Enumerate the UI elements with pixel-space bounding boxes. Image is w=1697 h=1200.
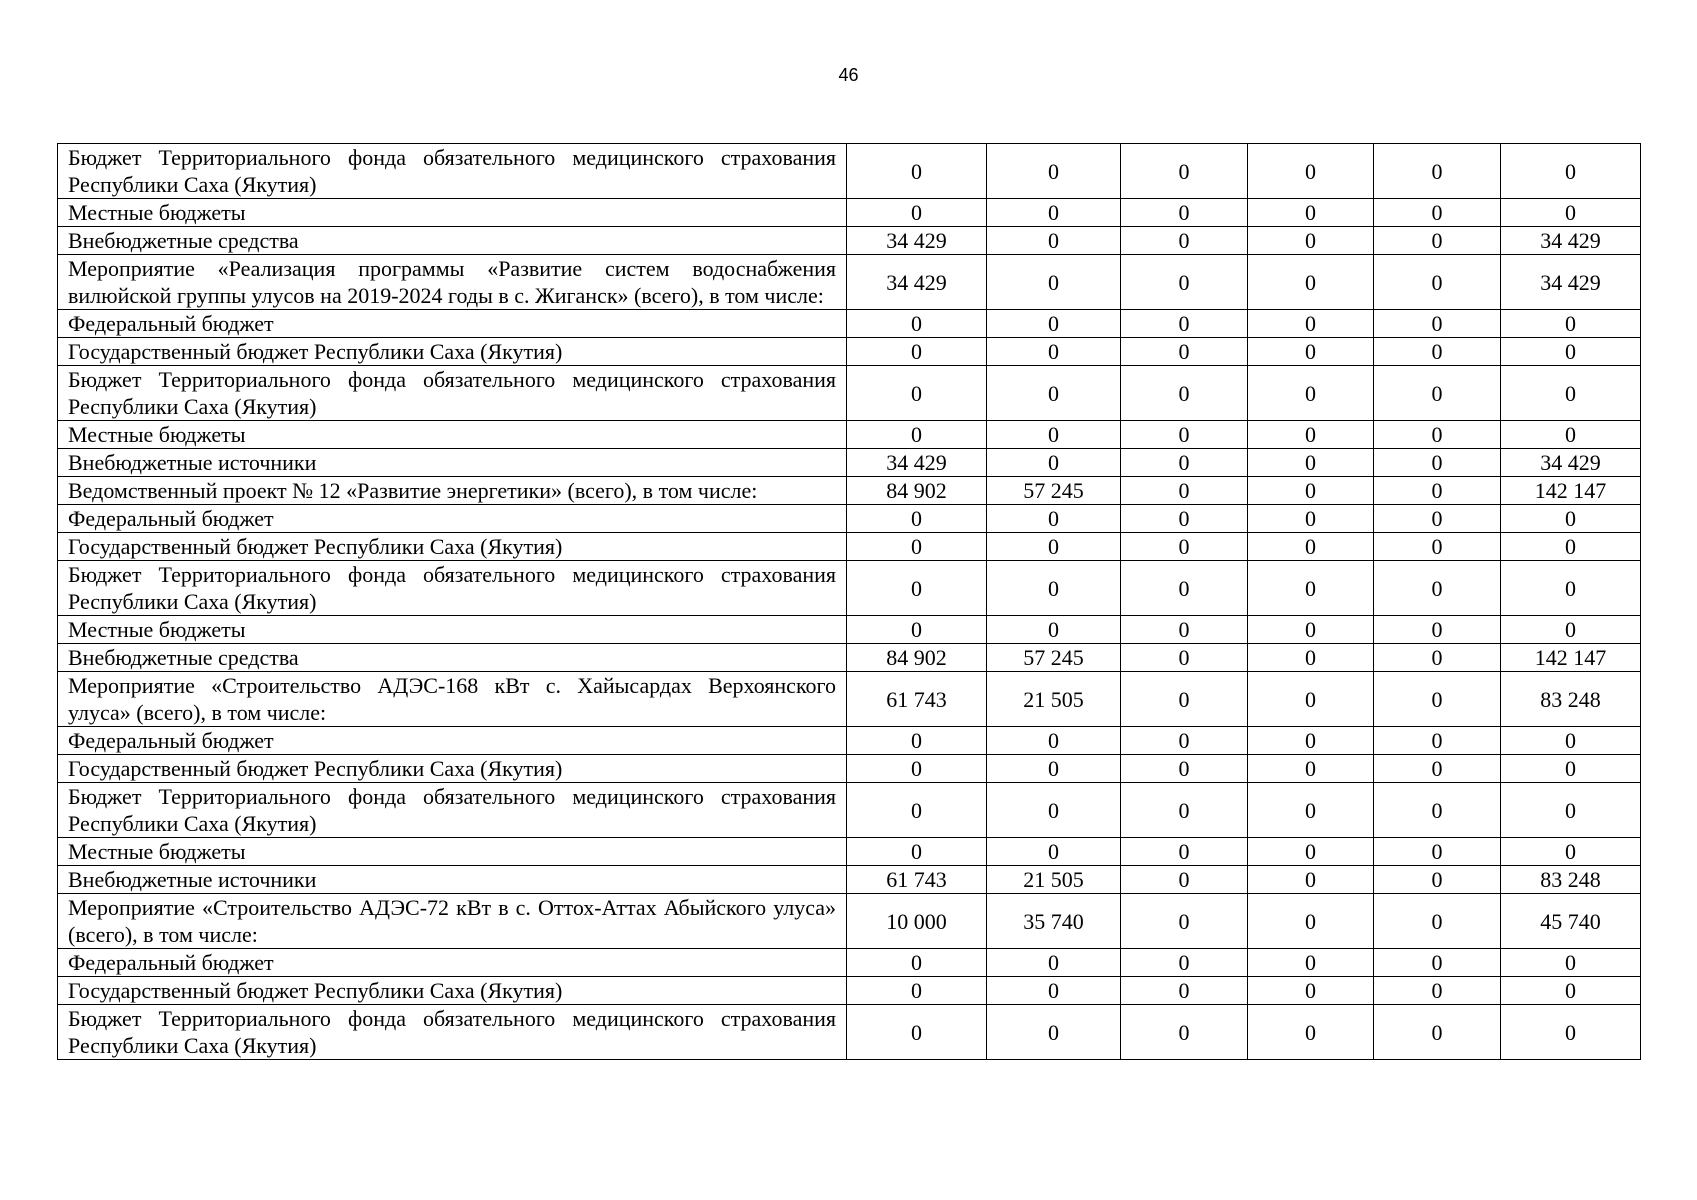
value-cell: 0 — [1374, 533, 1501, 561]
value-cell: 0 — [1248, 255, 1374, 310]
value-cell: 0 — [987, 949, 1121, 977]
value-cell: 0 — [1121, 1005, 1248, 1060]
table-row — [58, 1005, 1641, 1060]
value-cell: 0 — [1121, 644, 1248, 672]
row-label-cell: Мероприятие «Реализация программы «Развитие систем водоснабжения вилюйской группы улусов на 2019-2024 годы в с. Жиганск» (всего), в том числе: — [58, 255, 847, 310]
row-label-cell: Государственный бюджет Республики Саха (Якутия) — [58, 755, 847, 783]
table-row — [58, 727, 1641, 755]
value-cell: 0 — [1374, 477, 1501, 505]
value-cell: 0 — [1121, 227, 1248, 255]
value-cell: 0 — [987, 449, 1121, 477]
value-cell: 0 — [847, 505, 987, 533]
table-row — [58, 227, 1641, 255]
value-cell: 0 — [987, 1005, 1121, 1060]
value-cell: 0 — [1374, 838, 1501, 866]
row-label-cell: Федеральный бюджет — [58, 727, 847, 755]
value-cell: 0 — [1121, 561, 1248, 616]
table-row — [58, 505, 1641, 533]
value-cell: 0 — [1501, 505, 1641, 533]
value-cell: 0 — [987, 366, 1121, 421]
row-label-cell: Внебюджетные источники — [58, 449, 847, 477]
value-cell: 0 — [1501, 310, 1641, 338]
table-row — [58, 755, 1641, 783]
value-cell: 0 — [1501, 977, 1641, 1005]
value-cell: 0 — [1501, 755, 1641, 783]
value-cell: 0 — [1121, 310, 1248, 338]
value-cell: 0 — [1501, 616, 1641, 644]
value-cell: 0 — [1248, 977, 1374, 1005]
value-cell: 0 — [1121, 616, 1248, 644]
row-label-cell: Федеральный бюджет — [58, 505, 847, 533]
value-cell: 0 — [1374, 977, 1501, 1005]
value-cell: 0 — [1121, 672, 1248, 727]
value-cell: 0 — [987, 338, 1121, 366]
value-cell: 0 — [1374, 644, 1501, 672]
value-cell: 0 — [847, 144, 987, 199]
table-row — [58, 338, 1641, 366]
value-cell: 0 — [1501, 144, 1641, 199]
row-label-cell: Федеральный бюджет — [58, 949, 847, 977]
table-row — [58, 616, 1641, 644]
value-cell: 0 — [987, 421, 1121, 449]
value-cell: 0 — [847, 727, 987, 755]
value-cell: 0 — [1121, 477, 1248, 505]
value-cell: 142 147 — [1501, 644, 1641, 672]
value-cell: 0 — [1248, 561, 1374, 616]
value-cell: 61 743 — [847, 866, 987, 894]
row-label-cell: Внебюджетные средства — [58, 227, 847, 255]
value-cell: 0 — [1248, 310, 1374, 338]
value-cell: 0 — [1501, 421, 1641, 449]
row-label-cell: Бюджет Территориального фонда обязательного медицинского страхования Республики Саха (Якутия) — [58, 144, 847, 199]
table-row — [58, 533, 1641, 561]
table-row — [58, 199, 1641, 227]
table-row — [58, 783, 1641, 838]
table-row — [58, 561, 1641, 616]
value-cell: 0 — [1374, 672, 1501, 727]
value-cell: 0 — [847, 561, 987, 616]
value-cell: 0 — [987, 505, 1121, 533]
value-cell: 0 — [1248, 949, 1374, 977]
value-cell: 0 — [987, 783, 1121, 838]
value-cell: 0 — [1374, 616, 1501, 644]
value-cell: 0 — [1121, 505, 1248, 533]
table-row — [58, 310, 1641, 338]
table-row — [58, 949, 1641, 977]
row-label-cell: Бюджет Территориального фонда обязательного медицинского страхования Республики Саха (Якутия) — [58, 366, 847, 421]
value-cell: 0 — [1121, 199, 1248, 227]
value-cell: 0 — [1501, 561, 1641, 616]
value-cell: 0 — [847, 1005, 987, 1060]
value-cell: 0 — [1121, 338, 1248, 366]
value-cell: 0 — [987, 838, 1121, 866]
row-label-cell: Мероприятие «Строительство АДЭС-72 кВт в с. Оттох-Аттах Абыйского улуса» (всего), в том числе: — [58, 894, 847, 949]
value-cell: 0 — [1248, 533, 1374, 561]
value-cell: 83 248 — [1501, 672, 1641, 727]
value-cell: 0 — [1374, 505, 1501, 533]
value-cell: 0 — [1374, 199, 1501, 227]
value-cell: 0 — [1374, 727, 1501, 755]
value-cell: 0 — [1501, 533, 1641, 561]
value-cell: 0 — [987, 310, 1121, 338]
value-cell: 0 — [1248, 338, 1374, 366]
value-cell: 0 — [1374, 449, 1501, 477]
value-cell: 0 — [1248, 894, 1374, 949]
value-cell: 57 245 — [987, 477, 1121, 505]
value-cell: 34 429 — [847, 449, 987, 477]
value-cell: 0 — [1501, 199, 1641, 227]
value-cell: 0 — [987, 727, 1121, 755]
row-label-cell: Государственный бюджет Республики Саха (Якутия) — [58, 338, 847, 366]
value-cell: 0 — [987, 616, 1121, 644]
value-cell: 0 — [987, 561, 1121, 616]
row-label-cell: Внебюджетные средства — [58, 644, 847, 672]
value-cell: 34 429 — [1501, 255, 1641, 310]
value-cell: 0 — [1248, 727, 1374, 755]
table-row — [58, 421, 1641, 449]
value-cell: 0 — [847, 755, 987, 783]
row-label-cell: Внебюджетные источники — [58, 866, 847, 894]
table-row — [58, 977, 1641, 1005]
value-cell: 0 — [1501, 727, 1641, 755]
table-row — [58, 144, 1641, 199]
value-cell: 0 — [847, 783, 987, 838]
row-label-cell: Федеральный бюджет — [58, 310, 847, 338]
value-cell: 0 — [1501, 949, 1641, 977]
value-cell: 0 — [1374, 338, 1501, 366]
value-cell: 0 — [1374, 561, 1501, 616]
value-cell: 0 — [1248, 783, 1374, 838]
value-cell: 0 — [1121, 449, 1248, 477]
value-cell: 0 — [1248, 144, 1374, 199]
value-cell: 0 — [847, 338, 987, 366]
value-cell: 21 505 — [987, 672, 1121, 727]
value-cell: 0 — [1121, 894, 1248, 949]
value-cell: 0 — [1248, 644, 1374, 672]
table-row — [58, 866, 1641, 894]
value-cell: 0 — [847, 949, 987, 977]
table-row — [58, 255, 1641, 310]
value-cell: 0 — [1374, 894, 1501, 949]
value-cell: 0 — [1248, 616, 1374, 644]
value-cell: 0 — [1248, 421, 1374, 449]
value-cell: 142 147 — [1501, 477, 1641, 505]
value-cell: 0 — [847, 616, 987, 644]
value-cell: 0 — [1374, 1005, 1501, 1060]
value-cell: 0 — [1248, 366, 1374, 421]
value-cell: 0 — [847, 199, 987, 227]
table-row — [58, 449, 1641, 477]
row-label-cell: Местные бюджеты — [58, 199, 847, 227]
value-cell: 61 743 — [847, 672, 987, 727]
value-cell: 0 — [1248, 866, 1374, 894]
row-label-cell: Мероприятие «Строительство АДЭС-168 кВт с. Хайысардах Верхоянского улуса» (всего), в том числе: — [58, 672, 847, 727]
value-cell: 0 — [1374, 366, 1501, 421]
value-cell: 34 429 — [847, 227, 987, 255]
value-cell: 0 — [1374, 783, 1501, 838]
value-cell: 0 — [1501, 366, 1641, 421]
value-cell: 0 — [1374, 255, 1501, 310]
value-cell: 0 — [847, 366, 987, 421]
value-cell: 0 — [1121, 866, 1248, 894]
page-number: 46 — [838, 65, 859, 85]
value-cell: 10 000 — [847, 894, 987, 949]
row-label-cell: Местные бюджеты — [58, 421, 847, 449]
row-label-cell: Государственный бюджет Республики Саха (Якутия) — [58, 977, 847, 1005]
value-cell: 21 505 — [987, 866, 1121, 894]
value-cell: 0 — [847, 977, 987, 1005]
value-cell: 0 — [1248, 477, 1374, 505]
table-row — [58, 672, 1641, 727]
value-cell: 0 — [1248, 755, 1374, 783]
row-label-cell: Местные бюджеты — [58, 616, 847, 644]
value-cell: 0 — [847, 838, 987, 866]
row-label-cell: Местные бюджеты — [58, 838, 847, 866]
row-label-cell: Государственный бюджет Республики Саха (Якутия) — [58, 533, 847, 561]
value-cell: 0 — [1121, 366, 1248, 421]
row-label-cell: Бюджет Территориального фонда обязательного медицинского страхования Республики Саха (Якутия) — [58, 783, 847, 838]
value-cell: 34 429 — [1501, 449, 1641, 477]
value-cell: 0 — [1121, 783, 1248, 838]
value-cell: 84 902 — [847, 477, 987, 505]
value-cell: 0 — [1374, 755, 1501, 783]
value-cell: 0 — [987, 227, 1121, 255]
value-cell: 0 — [987, 199, 1121, 227]
value-cell: 0 — [987, 755, 1121, 783]
row-label-cell: Бюджет Территориального фонда обязательного медицинского страхования Республики Саха (Якутия) — [58, 561, 847, 616]
value-cell: 0 — [1121, 949, 1248, 977]
value-cell: 0 — [1374, 144, 1501, 199]
value-cell: 0 — [987, 144, 1121, 199]
value-cell: 34 429 — [847, 255, 987, 310]
value-cell: 0 — [1248, 1005, 1374, 1060]
value-cell: 0 — [1501, 838, 1641, 866]
value-cell: 84 902 — [847, 644, 987, 672]
table-row — [58, 838, 1641, 866]
value-cell: 0 — [987, 255, 1121, 310]
value-cell: 0 — [1121, 421, 1248, 449]
table-row — [58, 644, 1641, 672]
value-cell: 0 — [1248, 505, 1374, 533]
value-cell: 0 — [1248, 449, 1374, 477]
value-cell: 0 — [1374, 866, 1501, 894]
value-cell: 57 245 — [987, 644, 1121, 672]
table-body — [58, 144, 1641, 1060]
budget-table — [57, 143, 1641, 1060]
value-cell: 0 — [1121, 533, 1248, 561]
value-cell: 0 — [1248, 227, 1374, 255]
value-cell: 35 740 — [987, 894, 1121, 949]
value-cell: 0 — [1374, 949, 1501, 977]
value-cell: 0 — [1121, 977, 1248, 1005]
value-cell: 34 429 — [1501, 227, 1641, 255]
table-row — [58, 477, 1641, 505]
value-cell: 0 — [847, 421, 987, 449]
value-cell: 0 — [1121, 727, 1248, 755]
row-label-cell: Ведомственный проект № 12 «Развитие энергетики» (всего), в том числе: — [58, 477, 847, 505]
value-cell: 0 — [1501, 338, 1641, 366]
value-cell: 0 — [1501, 783, 1641, 838]
value-cell: 0 — [987, 977, 1121, 1005]
value-cell: 0 — [1374, 227, 1501, 255]
value-cell: 0 — [1374, 421, 1501, 449]
value-cell: 83 248 — [1501, 866, 1641, 894]
table-row — [58, 894, 1641, 949]
value-cell: 0 — [1248, 838, 1374, 866]
value-cell: 0 — [1248, 199, 1374, 227]
value-cell: 0 — [1248, 672, 1374, 727]
value-cell: 0 — [1374, 310, 1501, 338]
row-label-cell: Бюджет Территориального фонда обязательного медицинского страхования Республики Саха (Якутия) — [58, 1005, 847, 1060]
value-cell: 0 — [1121, 144, 1248, 199]
value-cell: 0 — [987, 533, 1121, 561]
value-cell: 0 — [847, 533, 987, 561]
table-row — [58, 366, 1641, 421]
value-cell: 0 — [1501, 1005, 1641, 1060]
value-cell: 0 — [1121, 755, 1248, 783]
value-cell: 0 — [1121, 838, 1248, 866]
value-cell: 0 — [847, 310, 987, 338]
value-cell: 0 — [1121, 255, 1248, 310]
value-cell: 45 740 — [1501, 894, 1641, 949]
